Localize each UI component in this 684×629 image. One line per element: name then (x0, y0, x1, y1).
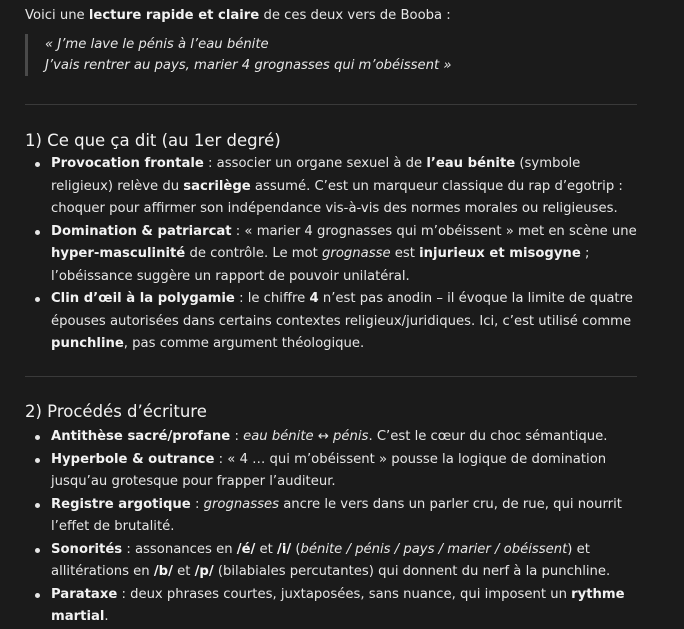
list-item (25, 449, 645, 494)
item-bold: l’eau bénite (426, 156, 516, 171)
item-text: : assonances en (122, 541, 237, 557)
list-item (25, 153, 645, 221)
item-bold: punchline (51, 336, 124, 351)
item-text: (symbole religieux) relève du (51, 156, 581, 194)
item-text: ancre le vers dans un parler cru, de rue, qui nourrit l’effet de brutalité. (51, 496, 622, 534)
item-bold: /i/ (277, 541, 292, 557)
quote-line-1: « J’me lave le pénis à l’eau bénite (45, 37, 269, 52)
item-italic: grognasses (203, 496, 279, 512)
item-text: : le chiffre (234, 291, 310, 306)
divider (25, 376, 637, 377)
item-text: : (190, 496, 204, 512)
item-text: . C’est le cœur du choc sémantique. (368, 429, 608, 444)
item-text: : deux phrases courtes, juxtaposées, sans nuance, qui imposent un (117, 586, 572, 602)
item-title: Hyperbole & outrance (51, 451, 215, 467)
item-bold: /é/ (236, 541, 256, 557)
item-text: et (255, 541, 277, 557)
blockquote (25, 34, 452, 76)
item-italic: eau bénite ↔ pénis (243, 429, 369, 444)
item-text: ; l’obéissance suggère un rapport de pouvoir unilatéral. (51, 246, 590, 284)
item-text: (bilabiales percutantes) qui donnent du nerf à la punchline. (213, 564, 611, 579)
item-bold: 4 (309, 291, 319, 306)
item-text: : « marier 4 grognasses qui m’obéissent » met en scène une (231, 223, 637, 239)
item-bold: sacrilège (183, 178, 251, 194)
intro-bold: lecture rapide et claire (88, 8, 260, 23)
item-title: Clin d’œil à la polygamie (51, 291, 235, 306)
item-text: assumé. C’est un marqueur classique du rap d’egotrip : choquer pour affirmer son indépendance vis-à-vis des normes morales ou religieuses. (51, 178, 623, 216)
intro-paragraph (25, 5, 451, 28)
item-text: : (230, 429, 244, 444)
item-bold: /p/ (194, 564, 214, 579)
item-italic: grognasse (322, 246, 391, 261)
section1-list (25, 153, 645, 356)
list-item (25, 584, 645, 629)
item-italic: bénite / pénis / pays / marier / obéissent (300, 541, 568, 557)
list-item (25, 288, 645, 356)
item-text: et (172, 564, 195, 579)
item-title: Antithèse sacré/profane (51, 429, 231, 444)
list-item (25, 426, 645, 449)
item-bold: injurieux et misogyne (419, 246, 581, 261)
item-text: : « 4 … qui m’obéissent » pousse la logique de domination jusqu’au grotesque pour frapper l’auditeur. (51, 451, 607, 489)
intro-text-end: de ces deux vers de Booba : (259, 8, 451, 23)
item-text: de contrôle. Le mot (185, 246, 323, 261)
item-bold: rythme martial (51, 586, 625, 624)
list-item (25, 221, 645, 289)
item-title: Parataxe (51, 586, 118, 602)
list-item (25, 494, 645, 539)
item-text: , pas comme argument théologique. (123, 336, 365, 351)
item-text: ) et allitérations en (51, 541, 590, 579)
item-title: Provocation frontale (51, 156, 204, 171)
item-title: Domination & patriarcat (51, 223, 232, 239)
divider (25, 104, 637, 105)
section-heading-2: 2) Procédés d’écriture (25, 402, 207, 421)
intro-text: Voici une (25, 8, 89, 23)
item-text: n’est pas anodin – il évoque la limite de quatre épouses autorisées dans certains contextes religieux/juridiques. Ici, c’est utilisé comme (51, 291, 633, 329)
item-text: est (390, 246, 420, 261)
item-bold: /b/ (153, 564, 173, 579)
item-text: : associer un organe sexuel à de (203, 156, 427, 171)
quote-line-2: J’vais rentrer au pays, marier 4 grognasses qui m’obéissent » (45, 58, 452, 73)
item-title: Sonorités (51, 541, 123, 557)
item-title: Registre argotique (51, 496, 191, 512)
item-text: ( (291, 541, 301, 557)
list-item (25, 539, 645, 584)
section-heading-1: 1) Ce que ça dit (au 1er degré) (25, 131, 281, 150)
item-bold: hyper-masculinité (51, 246, 186, 261)
item-text: . (104, 609, 109, 624)
section2-list (25, 426, 645, 629)
